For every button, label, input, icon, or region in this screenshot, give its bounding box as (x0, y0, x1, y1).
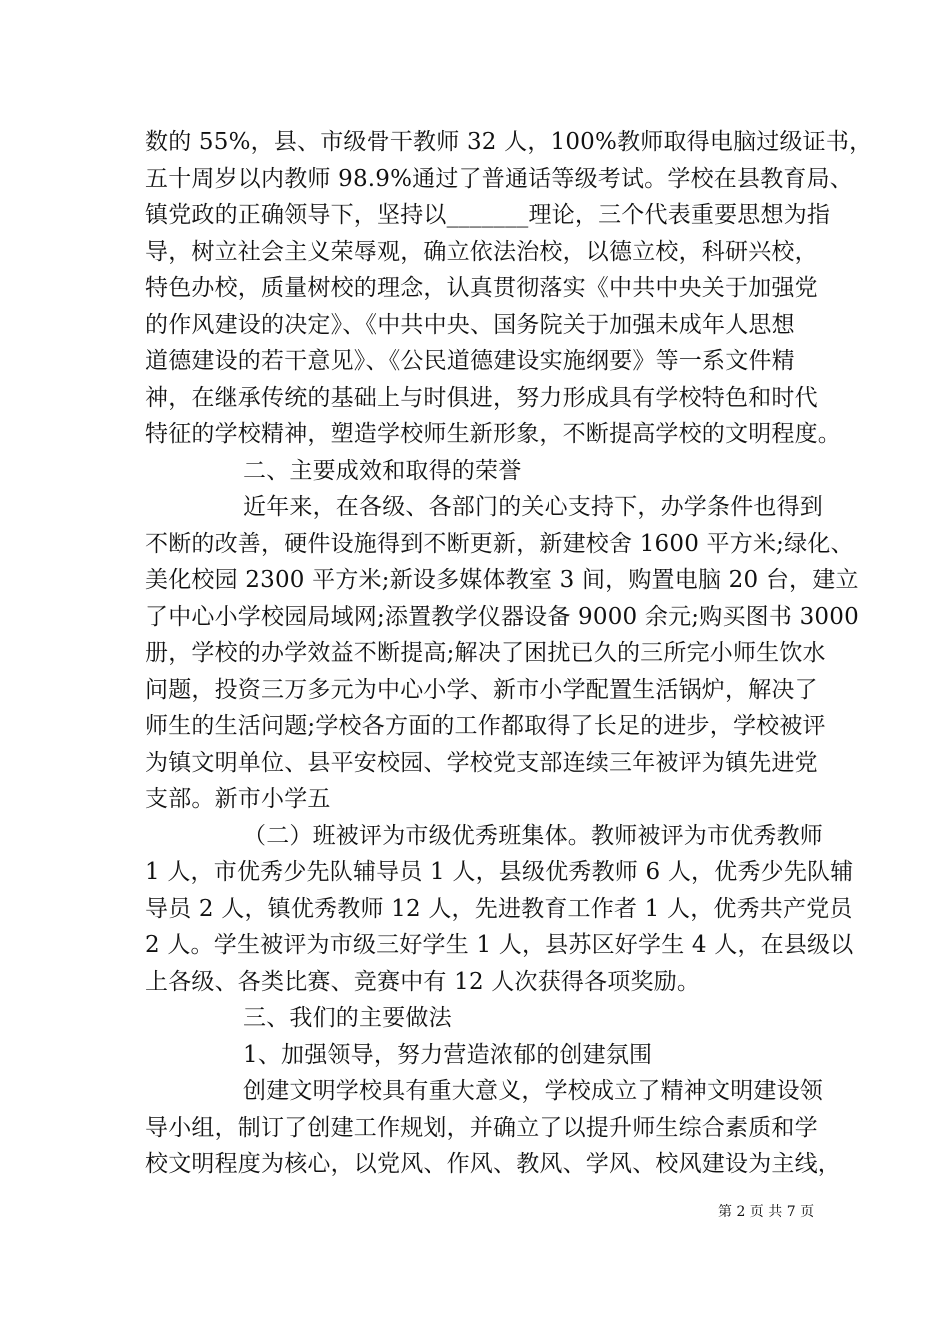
body-text-line: 道德建设的若干意见》、《公民道德建设实施纲要》等一系文件精 (145, 348, 795, 374)
body-text-line: 特色办校，质量树校的理念，认真贯彻落实《中共中央关于加强党 (145, 275, 818, 301)
body-text-line: 问题，投资三万多元为中心小学、新市小学配置生活锅炉，解决了 (145, 677, 818, 703)
body-text-line: 五十周岁以内教师 98.9%通过了普通话等级考试。学校在县教育局、 (145, 166, 853, 192)
body-text-line: 镇党政的正确领导下，坚持以_______理论，三个代表重要思想为指 (145, 202, 831, 228)
section-heading: 二、主要成效和取得的荣誉 (243, 458, 522, 484)
body-text-line: 了中心小学校园局域网;添置教学仪器设备 9000 余元;购买图书 3000 (145, 604, 859, 630)
body-text-line: 导员 2 人，镇优秀教师 12 人，先进教育工作者 1 人，优秀共产党员 (145, 896, 853, 922)
body-text-line: 神，在继承传统的基础上与时俱进，努力形成具有学校特色和时代 (145, 385, 818, 411)
body-text-line: 数的 55%，县、市级骨干教师 32 人，100%教师取得电脑过级证书， (145, 129, 873, 155)
body-text-line: 近年来，在各级、各部门的关心支持下，办学条件也得到 (243, 494, 823, 520)
body-text-line: 上各级、各类比赛、竞赛中有 12 人次获得各项奖励。 (145, 969, 701, 995)
section-heading: 三、我们的主要做法 (243, 1005, 452, 1031)
body-text-line: 支部。新市小学五 (145, 786, 331, 812)
body-text-line: 师生的生活问题;学校各方面的工作都取得了长足的进步，学校被评 (145, 713, 826, 739)
page-number-footer: 第 2 页 共 7 页 (718, 1204, 815, 1220)
body-text-line: 美化校园 2300 平方米;新设多媒体教室 3 间，购置电脑 20 台，建立 (145, 567, 859, 593)
body-text-line: 创建文明学校具有重大意义，学校成立了精神文明建设领 (243, 1078, 823, 1104)
body-text-line: 导，树立社会主义荣辱观，确立依法治校，以德立校，科研兴校， (145, 239, 818, 265)
body-text-line: 的作风建设的决定》、《中共中央、国务院关于加强未成年人思想 (145, 312, 795, 338)
body-text-line: 2 人。学生被评为市级三好学生 1 人，县苏区好学生 4 人，在县级以 (145, 932, 854, 958)
body-text-line: 不断的改善，硬件设施得到不断更新，新建校舍 1600 平方米;绿化、 (145, 531, 854, 557)
body-text-line: 册，学校的办学效益不断提高;解决了困扰已久的三所完小师生饮水 (145, 640, 826, 666)
body-text-line: 为镇文明单位、县平安校园、学校党支部连续三年被评为镇先进党 (145, 750, 818, 776)
body-text-line: 1 人，市优秀少先队辅导员 1 人，县级优秀教师 6 人，优秀少先队辅 (145, 859, 854, 885)
subsection-heading: 1、加强领导，努力营造浓郁的创建氛围 (243, 1042, 653, 1068)
body-text-line: （二）班被评为市级优秀班集体。教师被评为市优秀教师 (243, 823, 823, 849)
body-text-line: 特征的学校精神，塑造学校师生新形象，不断提高学校的文明程度。 (145, 421, 841, 447)
body-text-line: 导小组，制订了创建工作规划，并确立了以提升师生综合素质和学 (145, 1115, 818, 1141)
body-text-line: 校文明程度为核心，以党风、作风、教风、学风、校风建设为主线， (145, 1151, 841, 1177)
